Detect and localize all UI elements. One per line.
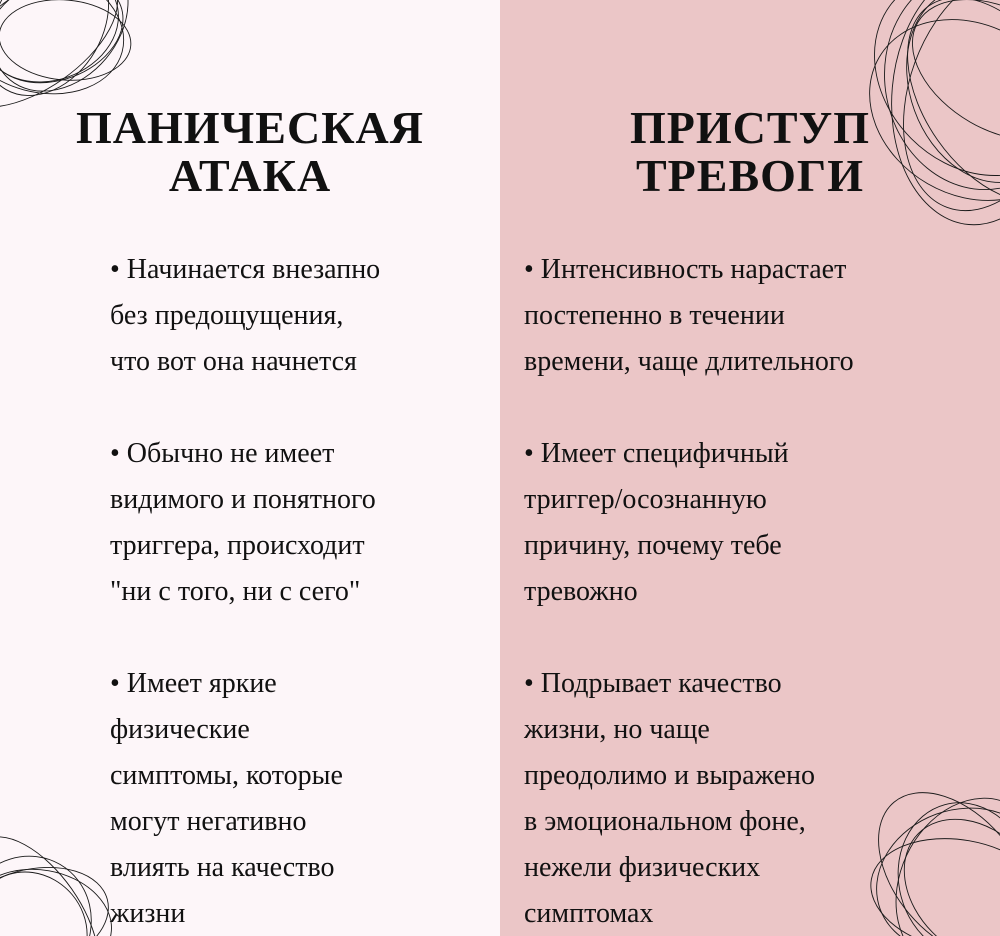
bullet-line: триггера, происходит — [110, 530, 365, 561]
bullet-line: триггер/осознанную — [524, 484, 767, 515]
bullet-line: • Обычно не имеет — [110, 438, 335, 469]
bullet-item — [110, 431, 380, 615]
bullet-line: постепенно в течении — [524, 300, 785, 331]
anxiety-attack-title — [500, 104, 1000, 200]
bullet-item — [110, 247, 380, 385]
title-line: АТАКА — [168, 150, 332, 201]
bullet-line: нежели физических — [524, 852, 761, 883]
panic-attack-title — [0, 104, 500, 200]
bullet-line: симптомах — [524, 898, 654, 929]
bullet-line: могут негативно — [110, 806, 307, 837]
bullet-item — [524, 247, 854, 385]
bullet-line: симптомы, которые — [110, 760, 343, 791]
bullet-line: видимого и понятного — [110, 484, 376, 515]
panic-attack-bullet-list — [110, 247, 380, 936]
bullet-line: без предощущения, — [110, 300, 344, 331]
bullet-item — [524, 661, 854, 936]
bullet-line: жизни, но чаще — [524, 714, 710, 745]
bullet-line: • Подрывает качество — [524, 668, 782, 699]
title-line: ТРЕВОГИ — [636, 150, 864, 201]
bullet-line: физические — [110, 714, 250, 745]
bullet-line: влиять на качество — [110, 852, 335, 883]
anxiety-attack-bullet-list — [524, 247, 854, 936]
bullet-line: преодолимо и выражено — [524, 760, 815, 791]
scribble-decoration-bottom-right — [830, 760, 1000, 936]
bullet-line: в эмоциональном фоне, — [524, 806, 806, 837]
bullet-item — [110, 661, 380, 936]
bullet-line: тревожно — [524, 576, 638, 607]
bullet-line: "ни с того, ни с сего" — [110, 576, 361, 607]
bullet-line: • Интенсивность нарастает — [524, 254, 847, 285]
anxiety-attack-column — [500, 0, 1000, 936]
bullet-line: • Имеет специфичный — [524, 438, 789, 469]
bullet-item — [524, 431, 854, 615]
bullet-line: что вот она начнется — [110, 346, 357, 377]
bullet-line: • Имеет яркие — [110, 668, 277, 699]
bullet-line: причину, почему тебе — [524, 530, 782, 561]
bullet-line: жизни — [110, 898, 186, 929]
title-line: ПРИСТУП — [629, 102, 871, 153]
bullet-line: • Начинается внезапно — [110, 254, 381, 285]
bullet-line: времени, чаще длительного — [524, 346, 854, 377]
title-line: ПАНИЧЕСКАЯ — [75, 102, 424, 153]
